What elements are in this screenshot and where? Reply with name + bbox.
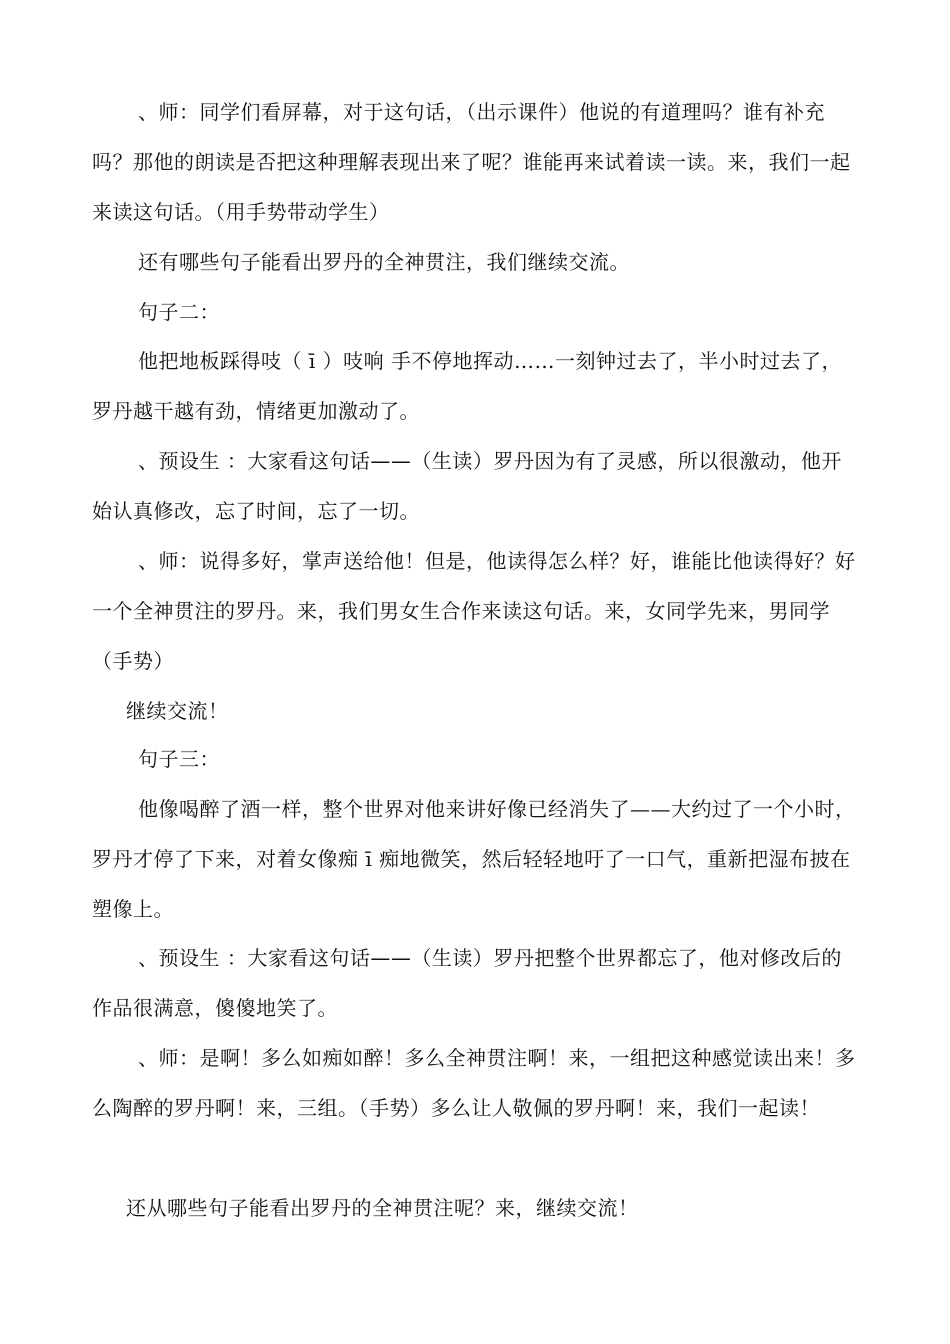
paragraph-sentence-2-heading: 句子二：: [138, 300, 220, 324]
paragraph-continue-2: 继续交流！: [126, 699, 229, 723]
paragraph-continue-3: 还从哪些句子能看出罗丹的全神贯注呢？来，继续交流！: [126, 1196, 639, 1220]
paragraph-preset-student-1: 、预设生 ：大家看这句话——（生读）罗丹因为有了灵感，所以很激动，他开始认真修改，忘了时间，忘了一切。: [92, 449, 842, 523]
paragraph-sentence-3-quote: 他像喝醉了酒一样，整个世界对他来讲好像已经消失了——大约过了一个小时，罗丹才停了下来，对着女像痴 ī 痴地微笑，然后轻轻地吁了一口气，重新把湿布披在塑像上。: [92, 797, 856, 921]
paragraph-teacher-3: 、师：是啊！多么如痴如醉！多么全神贯注啊！来，一组把这种感觉读出来！多么陶醉的罗丹啊！来，三组。（手势）多么让人敬佩的罗丹啊！来，我们一起读！: [92, 1046, 856, 1120]
paragraph-continue-1: 还有哪些句子能看出罗丹的全神贯注，我们继续交流。: [138, 250, 630, 274]
paragraph-teacher-1: 、师：同学们看屏幕，对于这句话，（出示课件）他说的有道理吗？谁有补充吗？那他的朗读是否把这种理解表现出来了呢？谁能再来试着读一读。来，我们一起来读这句话。（用手势带动学生）: [92, 100, 851, 224]
paragraph-teacher-2: 、师：说得多好，掌声送给他！但是，他读得怎么样？好，谁能比他读得好？好一个全神贯注的罗丹。来，我们男女生合作来读这句话。来，女同学先来，男同学（手势）: [92, 549, 856, 673]
paragraph-sentence-3-heading: 句子三：: [138, 747, 220, 771]
paragraph-preset-student-2: 、预设生 ：大家看这句话——（生读）罗丹把整个世界都忘了，他对修改后的作品很满意，傻傻地笑了。: [92, 946, 842, 1020]
paragraph-sentence-2-quote: 他把地板踩得吱（ ī ）吱响 手不停地挥动……一刻钟过去了，半小时过去了，罗丹越干越有劲，情绪更加激动了。: [92, 349, 842, 423]
